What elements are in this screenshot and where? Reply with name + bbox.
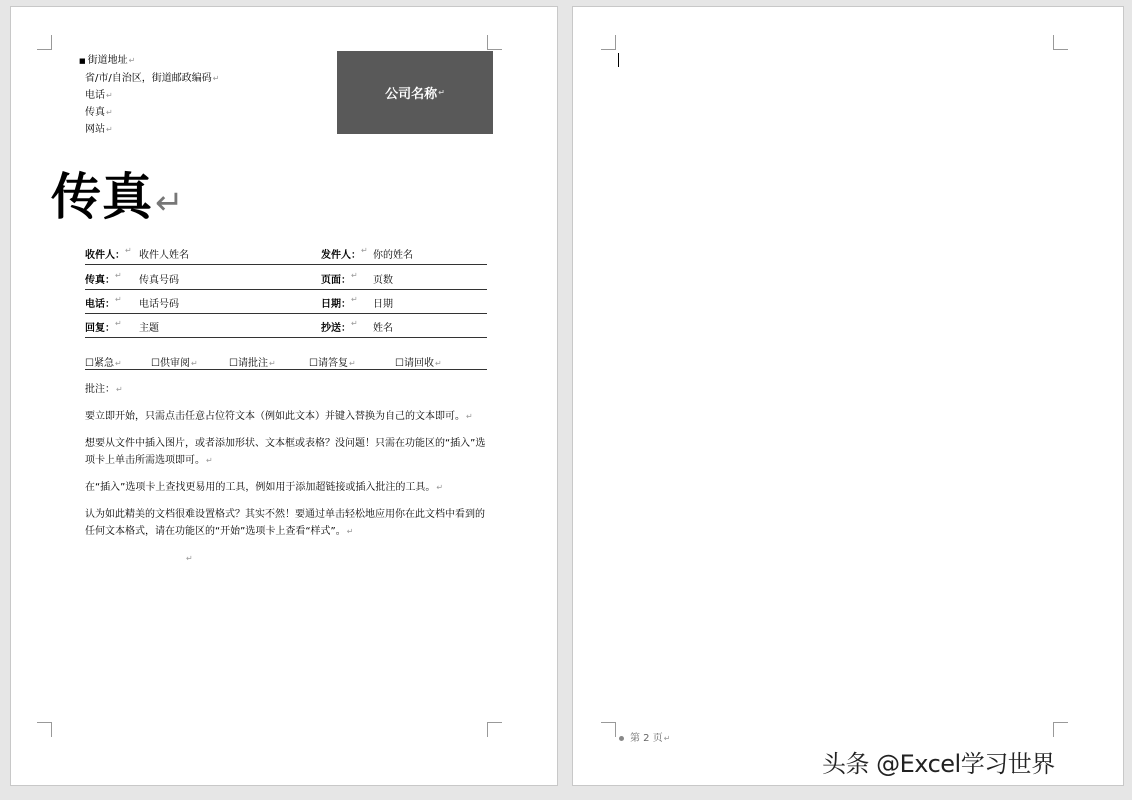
- crop-mark: [1053, 35, 1068, 50]
- company-name[interactable]: 公司名称: [385, 87, 438, 102]
- crop-mark: [1053, 722, 1068, 737]
- to-value[interactable]: 收件人姓名: [139, 250, 189, 261]
- cc-value[interactable]: 姓名: [373, 323, 393, 334]
- document-page-1[interactable]: [10, 6, 558, 786]
- city-line[interactable]: 省/市/自治区，街道邮政编码: [85, 73, 212, 84]
- fax-row-re-cc: 回复： ↵ 主题 抄送： ↵ 姓名: [85, 314, 487, 338]
- body-paragraph[interactable]: 在“插入”选项卡上查找更易用的工具，例如用于添加超链接或插入批注的工具。↵: [85, 482, 444, 493]
- checkbox-recycle[interactable]: ☐请回收↵: [395, 358, 442, 369]
- re-label: 回复：: [85, 323, 115, 334]
- page-footer[interactable]: 第 2 页↵: [619, 729, 670, 744]
- pages-label: 页面：: [321, 275, 351, 286]
- checkbox-urgent[interactable]: ☐紧急↵: [85, 358, 122, 369]
- checkbox-comment[interactable]: ☐请批注↵: [229, 358, 276, 369]
- date-label: 日期：: [321, 299, 351, 310]
- phone-value[interactable]: 电话号码: [139, 299, 179, 310]
- cc-label: 抄送：: [321, 323, 351, 334]
- crop-mark: [487, 722, 502, 737]
- re-value[interactable]: 主题: [139, 323, 159, 334]
- fax-row-fax-pages: 传真： ↵ 传真号码 页面： ↵ 页数: [85, 266, 487, 290]
- document-title[interactable]: [51, 165, 185, 235]
- crop-mark: [37, 722, 52, 737]
- page-number: 第 2 页: [630, 733, 663, 744]
- from-value[interactable]: 你的姓名: [373, 250, 413, 261]
- sender-phone[interactable]: 电话: [85, 90, 105, 101]
- date-value[interactable]: 日期: [373, 299, 393, 310]
- pages-value[interactable]: 页数: [373, 275, 393, 286]
- phone-label: 电话：: [85, 299, 115, 310]
- checkbox-reply[interactable]: ☐请答复↵: [309, 358, 356, 369]
- sender-website[interactable]: 网站: [85, 124, 105, 135]
- body-paragraph[interactable]: 要立即开始，只需点击任意占位符文本（例如此文本）并键入替换为自己的文本即可。↵: [85, 411, 473, 422]
- crop-mark: [601, 722, 616, 737]
- to-label: 收件人：: [85, 250, 125, 261]
- street-address[interactable]: 街道地址: [87, 55, 128, 66]
- notes-label[interactable]: 批注：↵: [85, 384, 123, 395]
- company-name-box[interactable]: 公司名称 ↵: [337, 51, 493, 134]
- fax-value[interactable]: 传真号码: [139, 275, 179, 286]
- document-page-2[interactable]: [572, 6, 1124, 786]
- divider: [85, 369, 487, 370]
- text-cursor: [618, 53, 619, 67]
- sender-fax[interactable]: 传真: [85, 107, 105, 118]
- fax-row-to-from: 收件人： ↵ 收件人姓名 发件人： ↵ 你的姓名: [85, 241, 487, 265]
- crop-mark: [487, 35, 502, 50]
- checkbox-review[interactable]: ☐供审阅↵: [151, 358, 198, 369]
- fax-row-phone-date: 电话： ↵ 电话号码 日期： ↵ 日期: [85, 290, 487, 314]
- body-paragraph[interactable]: 认为如此精美的文档很难设置格式？其实不然！要通过单击轻松地应用你在此文档中看到的任何文本格式，请在功能区的“开始”选项卡上查看“样式”。↵: [85, 509, 485, 537]
- title-text[interactable]: 传真: [51, 168, 153, 226]
- crop-mark: [37, 35, 52, 50]
- from-label: 发件人：: [321, 250, 361, 261]
- paragraph-mark-icon: ↵: [155, 183, 185, 223]
- crop-mark: [601, 35, 616, 50]
- empty-paragraph-mark[interactable]: ↵: [186, 554, 193, 563]
- body-paragraph[interactable]: 想要从文件中插入图片，或者添加形状、文本框或表格？没问题！只需在功能区的“插入”选项卡上单击所需选项即可。↵: [85, 438, 486, 466]
- fax-label: 传真：: [85, 275, 115, 286]
- footer-anchor-icon: [619, 736, 624, 741]
- sender-address-block[interactable]: ■ 街道地址↵ 省/市/自治区，街道邮政编码↵ 电话↵ 传真↵ 网站↵: [79, 55, 220, 135]
- watermark: 头条 @Excel学习世界: [822, 750, 1055, 778]
